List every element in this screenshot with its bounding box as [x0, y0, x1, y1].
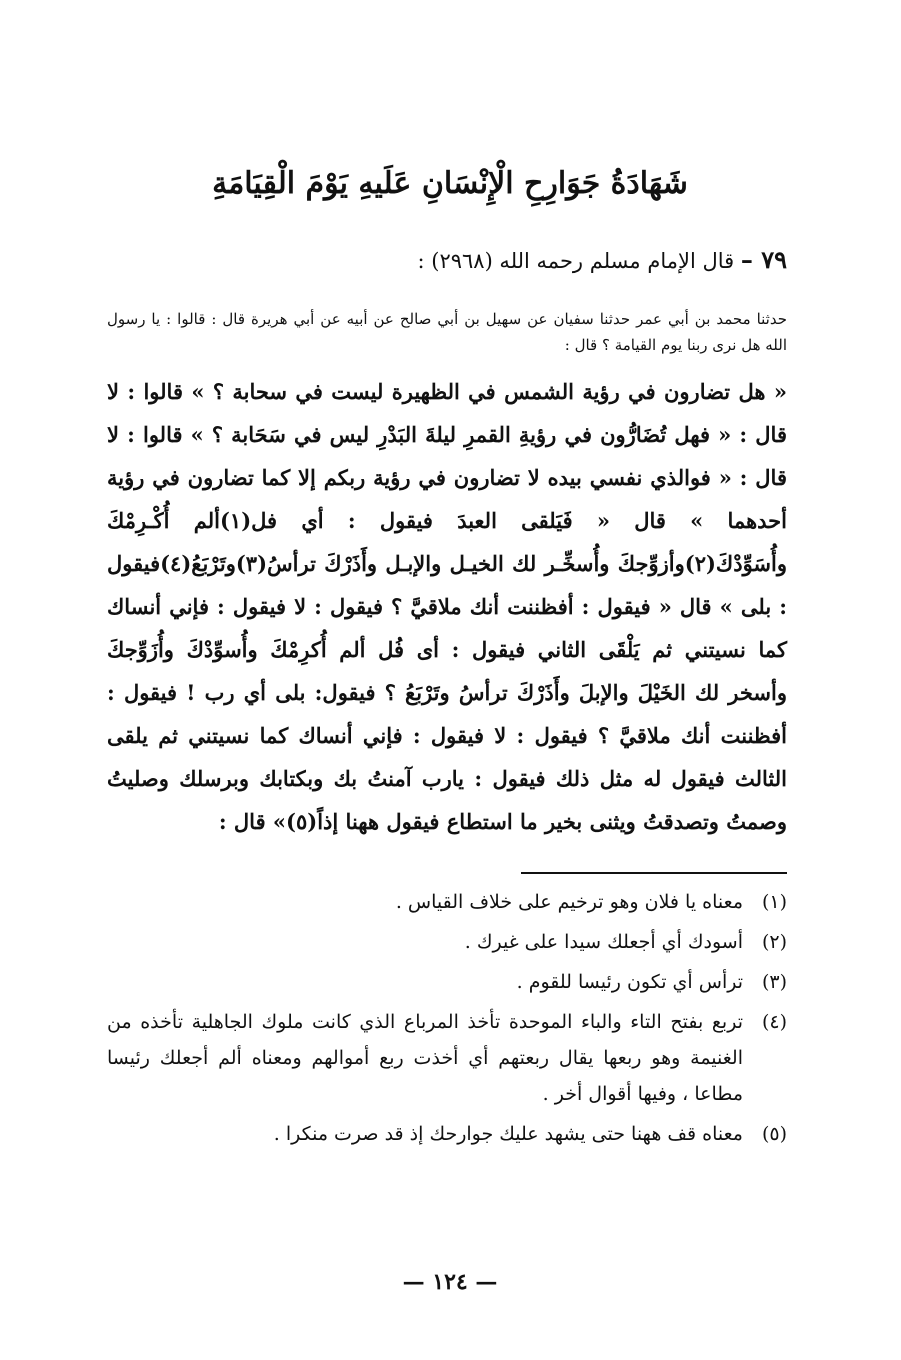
footnote-text: تربع بفتح التاء والباء الموحدة تأخذ المرباع الذي كانت ملوك الجاهلية تأخذه من الغنيمة وهو ربعها يقال ربعتهم أي أخذت ربع أموالهم ومعناه ألم أجعلك رئيسا مطاعا ، وفيها أقوال أخر . — [107, 1011, 743, 1105]
footnote-text: معناه قف ههنا حتى يشهد عليك جوارحك إذ قد صرت منكرا . — [273, 1123, 743, 1145]
footnote-item — [107, 884, 787, 920]
footnote-divider — [521, 872, 787, 874]
footnote-text: معناه يا فلان وهو ترخيم على خلاف القياس . — [395, 891, 743, 913]
footnote-text: أسودك أي أجعلك سيدا على غيرك . — [464, 931, 743, 953]
footnote-number: (٤) — [761, 1011, 787, 1033]
chapter-title: شَهَادَةُ جَوَارِحِ الْإِنْسَانِ عَلَيهِ يَوْمَ الْقِيَامَةِ — [212, 166, 688, 201]
footnote-number: (٥) — [761, 1123, 787, 1145]
hadith-intro-line — [107, 240, 787, 281]
footnote-item — [107, 964, 787, 1000]
page-number: — ١٢٤ — — [402, 1269, 498, 1295]
footnote-number: (١) — [761, 891, 787, 913]
footnote-item — [107, 924, 787, 960]
hadith-isnad: حدثنا محمد بن أبي عمر حدثنا سفيان عن سهيل بن أبي صالح عن أبيه عن أبي هريرة قال : قالوا : يا رسول الله هل نرى ربنا يوم القيامة ؟ قال : — [107, 310, 787, 354]
hadith-matn: « هل تضارون في رؤية الشمس في الظهيرة ليست في سحابة ؟ » قالوا : لا قال : « فهل تُضَارُّون في رؤيةِ القمرِ ليلةَ البَدْرِ ليس في سَحَابة ؟ » قالوا : لا قال : « فوالذي نفسي بيده لا تضارون في رؤية ربكم إلا كما تضارون في رؤية أحدهما » قال « فَيَلقى العبدَ فيقول : أي فل(١)ألم أُكْـرِمْكَ وأُسَوِّدْكَ(٢)وأزوِّجكَ وأُسخِّـر لك الخيـل والإبـل وأَذَرْكَ ترأسُ(٣)وتَرْبَعُ(٤)فيقول : بلى » قال « فيقول : أفظننت أنك ملاقيَّ ؟ فيقول : لا فيقول : فإني أنساك كما نسيتني ثم يَلْقَى الثاني فيقول : أى فُل ألم أُكرِمْكَ وأُسوِّدْكَ وأُزَوِّجكَ وأسخر لك الخَيْلَ والإبلَ وأَذَرْكَ ترأسُ وتَرْبَعُ ؟ فيقول: بلى أي رب ! فيقول : أفظننت أنك ملاقيَّ ؟ فيقول : لا فيقول : فإني أنساك كما نسيتني ثم يلقى الثالث فيقول له مثل ذلك فيقول : يارب آمنتُ بك وبكتابك وبرسلك وصليتُ وصمتُ وتصدقتُ ويثنى بخير ما استطاع فيقول ههنا إذاً(٥)» قال : — [107, 379, 787, 834]
hadith-number: ٧٩ – — [740, 245, 787, 274]
hadith-source: قال الإمام مسلم رحمه الله (٢٩٦٨) : — [417, 249, 735, 273]
footnote-number: (٢) — [761, 931, 787, 953]
footnote-number: (٣) — [761, 971, 787, 993]
footnote-item — [107, 1004, 787, 1112]
footnote-item — [107, 1116, 787, 1152]
footnotes — [107, 884, 787, 1156]
footnote-text: ترأس أي تكون رئيسا للقوم . — [516, 971, 743, 993]
